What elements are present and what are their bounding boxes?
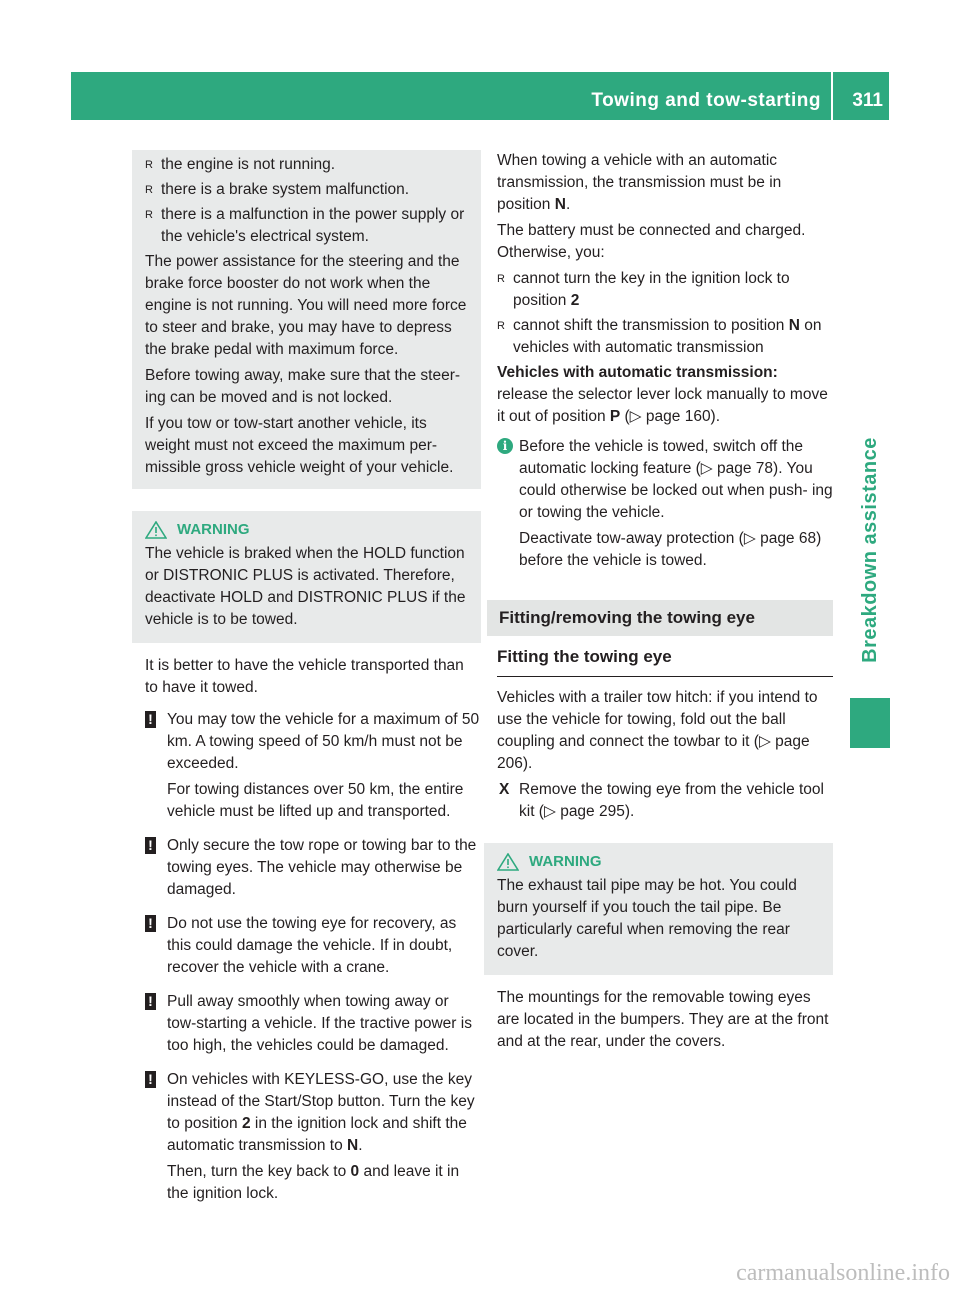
note-item: ! Only secure the tow rope or towing bar to the towing eyes. The vehicle may otherwise be damaged. (145, 835, 481, 901)
list-item: R there is a malfunction in the power supply or the vehicle's electrical system. (145, 204, 475, 248)
step-item: X Remove the towing eye from the vehicle tool kit (▷ page 295). (499, 781, 824, 820)
paragraph: Vehicles with automatic transmission: release the selector lever lock manually to move it out of position P (▷ page 160). (497, 364, 828, 425)
right-column (497, 150, 833, 1057)
list-item: R the engine is not running. (145, 154, 475, 176)
paragraph: If you tow or tow-start another vehicle, its weight must not exceed the maximum per- missible gross vehicle weight of your vehicle. (145, 415, 454, 476)
info-item: i Before the vehicle is towed, switch off the automatic locking feature (▷ page 78). You could otherwise be locked out when push- ing or towing the vehicle. Deactivate tow-away protection (▷ page 68) before the vehicle is towed. (497, 436, 833, 572)
list-item: R cannot shift the transmission to position N on vehicles with automatic transmission (497, 315, 833, 359)
warning-title: WARNING (529, 853, 602, 870)
warning-icon (145, 521, 167, 539)
side-tab-label: Breakdown assistance (859, 437, 881, 663)
note-item: ! Do not use the towing eye for recovery, as this could damage the vehicle. If in doubt, recover the vehicle with a crane. (145, 913, 481, 979)
note-item: ! You may tow the vehicle for a maximum of 50 km. A towing speed of 50 km/h must not be exceeded. For towing distances over 50 km, the entire vehicle must be lifted up and transported. (145, 709, 481, 823)
exclamation-icon: ! (145, 1071, 156, 1088)
warning-text: The exhaust tail pipe may be hot. You could burn yourself if you touch the tail pipe. Be particularly careful when removing the rear cover. (497, 877, 797, 960)
left-column (145, 150, 481, 1217)
step-arrow-icon: X (499, 781, 510, 798)
paragraph: The power assistance for the steering and the brake force booster do not work when the engine is not running. You will need more force to steer and brake, you may have to depress the brake pedal with maximum force. (145, 253, 467, 358)
info-icon: i (497, 438, 513, 454)
warning-box (484, 843, 833, 975)
paragraph: It is better to have the vehicle transported than to have it towed. (145, 657, 464, 696)
section-side-tab (850, 380, 890, 720)
page-header (71, 72, 889, 120)
page-number: 311 (852, 90, 883, 111)
exclamation-icon: ! (145, 837, 156, 854)
watermark: carmanualsonline.info (736, 1260, 950, 1286)
exclamation-icon: ! (145, 993, 156, 1010)
paragraph: Before towing away, make sure that the steer- ing can be moved and is not locked. (145, 367, 461, 406)
header-divider (831, 72, 833, 120)
note-item: ! Pull away smoothly when towing away or tow-starting a vehicle. If the tractive power is too high, the vehicles could be damaged. (145, 991, 481, 1057)
list-item: R cannot turn the key in the ignition lock to position 2 (497, 268, 833, 312)
warning-title: WARNING (177, 521, 250, 538)
subtitle: Vehicles with automatic transmission: (497, 364, 778, 381)
warning-icon (497, 853, 519, 871)
exclamation-icon: ! (145, 711, 156, 728)
paragraph: The battery must be connected and charged. Otherwise, you: (497, 222, 806, 261)
note-item: ! On vehicles with KEYLESS-GO, use the key instead of the Start/Stop button. Turn the key to position 2 in the ignition lock and shift the automatic transmission to N. Then, turn the key back to 0 and leave it in the ignition lock. (145, 1069, 481, 1205)
conditions-box (132, 150, 481, 489)
paragraph: The mountings for the removable towing eyes are located in the bumpers. They are at the front and at the rear, under the covers. (497, 989, 829, 1050)
paragraph: Vehicles with a trailer tow hitch: if you intend to use the vehicle for towing, fold out the ball coupling and connect the towbar to it (▷ page 206). (497, 689, 818, 772)
list-item: R there is a brake system malfunction. (145, 179, 475, 201)
chapter-title: Towing and tow-starting (591, 90, 821, 111)
exclamation-icon: ! (145, 915, 156, 932)
sub-heading: Fitting the towing eye (497, 646, 833, 677)
side-tab-marker (850, 698, 890, 748)
warning-text: The vehicle is braked when the HOLD function or DISTRONIC PLUS is activated. Therefore, deactivate HOLD and DISTRONIC PLUS if the vehicle is to be towed. (145, 545, 466, 628)
warning-box (132, 511, 481, 643)
section-heading: Fitting/removing the towing eye (487, 600, 833, 636)
paragraph: When towing a vehicle with an automatic transmission, the transmission must be in position N. (497, 152, 782, 213)
